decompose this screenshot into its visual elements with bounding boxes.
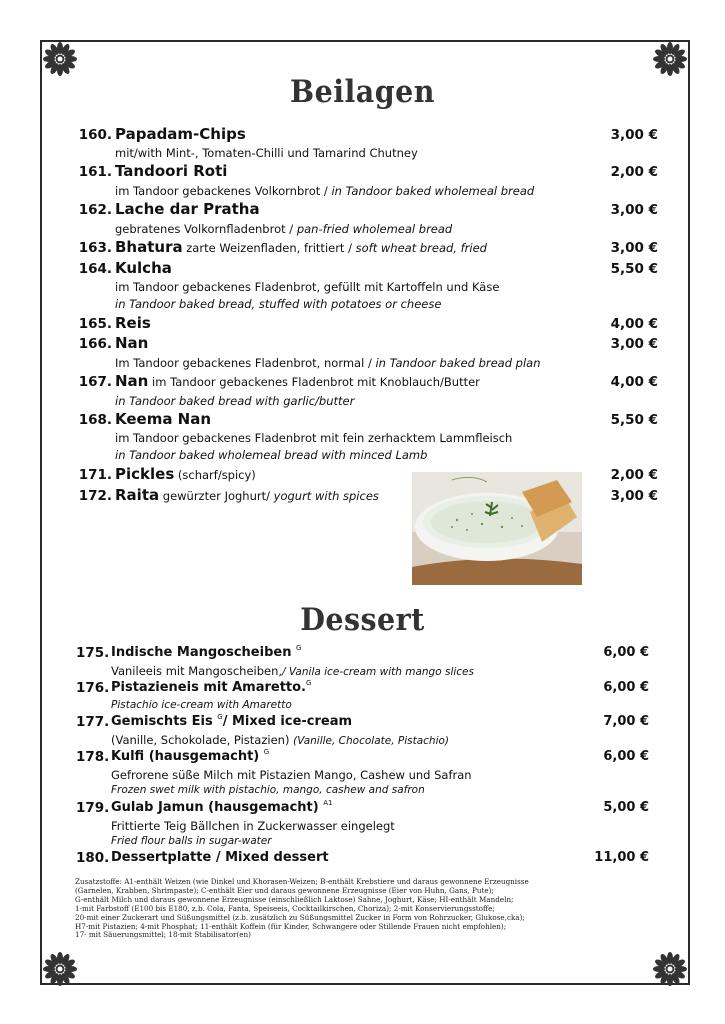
footnote-line: G-enthält Milch und daraus gewonnene Erzeugnisse (einschließlich Laktose) Sahne, Joghurt, Käse; HI-enthält Mandeln; (75, 894, 514, 904)
item-description: Im Tandoor gebackenes Fladenbrot, normal / in Tandoor baked bread plan (115, 356, 541, 370)
item-number: 161. (78, 164, 112, 180)
item-price: 6,00 € (603, 645, 649, 660)
item-name: Kulcha (115, 259, 172, 277)
flower-ornament-icon (43, 42, 77, 76)
menu-item (0, 125, 725, 145)
item-description: Pistachio ice-cream with Amaretto (111, 699, 292, 711)
item-number: 163. (78, 240, 112, 256)
item-description: (Vanille, Schokolade, Pistazien) (Vanille, Chocolate, Pistachio) (111, 733, 450, 747)
item-name: Tandoori Roti (115, 162, 228, 180)
item-description: in Tandoor baked wholemeal bread with minced Lamb (115, 448, 428, 462)
item-number: 165. (78, 316, 112, 332)
menu-item (0, 162, 725, 182)
item-description: Vanileeis mit Mangoscheiben,/ Vanila ice-cream with mango slices (111, 664, 474, 678)
item-name: Nan (115, 334, 149, 352)
item-price: 2,00 € (610, 164, 658, 180)
footnote-line: 1-mit Farbstoff (E100 bis E180, z.b. Cola, Fanta, Speiseeis, Cocktailkirschen, Choriza); 2-mit Konservierungsstoffe; (75, 903, 495, 913)
item-price: 6,00 € (603, 749, 649, 764)
item-price: 3,00 € (610, 127, 658, 143)
item-name: Raita gewürzter Joghurt/ yogurt with spices (115, 486, 379, 504)
menu-item (0, 259, 725, 279)
item-price: 4,00 € (610, 316, 658, 332)
menu-item (0, 465, 725, 485)
item-number: 168. (78, 412, 112, 428)
menu-item (0, 848, 725, 868)
item-number: 180. (76, 850, 110, 866)
footnote-line: (Garnelen, Krabben, Shrimpaste); C-enthält Eier und daraus gewonnene Erzeugnisse (Eier von Huhn, Gans, Pute); (75, 885, 494, 895)
item-name: Pistazieneis mit Amaretto.$^G$ (111, 679, 312, 695)
item-description: Frozen swet milk with pistachio, mango, cashew and safron (111, 784, 425, 796)
item-number: 177. (76, 714, 110, 730)
item-number: 178. (76, 749, 110, 765)
item-name: Gulab Jamun (hausgemacht) $^{A1}$ (111, 799, 333, 815)
footnote-line: H7-mit Pistazien; 4-mit Phosphat; 11-enthält Koffein (für Kinder, Schwangere oder Stillende Frauen nicht empfohlen); (75, 921, 507, 931)
item-description: Gefrorene süße Milch mit Pistazien Mango, Cashew und Safran (111, 768, 472, 782)
menu-item (0, 410, 725, 430)
flower-ornament-icon (653, 42, 687, 76)
footnote-line: 17- mit Säuerungsmittel; 18-mit Stabilisator(en) (75, 930, 251, 940)
menu-item (0, 798, 725, 818)
item-name: Nan im Tandoor gebackenes Fladenbrot mit Knoblauch/Butter (115, 372, 480, 390)
item-description: in Tandoor baked bread, stuffed with potatoes or cheese (115, 297, 442, 311)
item-number: 166. (78, 336, 112, 352)
menu-item (0, 643, 725, 663)
item-name: Kulfi (hausgemacht) $^G$ (111, 748, 270, 764)
item-number: 164. (78, 261, 112, 277)
item-price: 2,00 € (610, 467, 658, 483)
item-description: in Tandoor baked bread with garlic/butter (115, 394, 355, 408)
item-description: im Tandoor gebackenes Fladenbrot, gefüllt mit Kartoffeln und Käse (115, 280, 500, 294)
item-price: 5,00 € (603, 800, 649, 815)
flower-ornament-icon (43, 952, 77, 986)
item-name: Bhatura zarte Weizenfladen, frittiert / soft wheat bread, fried (115, 238, 487, 256)
item-price: 3,00 € (610, 240, 658, 256)
item-description: Frittierte Teig Bällchen in Zuckerwasser eingelegt (111, 819, 395, 833)
item-price: 5,50 € (610, 412, 658, 428)
item-number: 160. (78, 127, 112, 143)
raita-photo (412, 472, 582, 585)
item-price: 4,00 € (610, 374, 658, 390)
allergen-footnote (75, 878, 595, 940)
item-name: Pickles (scharf/spicy) (115, 465, 256, 483)
item-price: 3,00 € (610, 336, 658, 352)
footnote-line: 20-mit einer Zuckerart und Süßungsmittel (z.b. zusätzlich zu Süßungsmittel Zucker in Form von Rohrzucker, Glukose,cka); (75, 912, 525, 922)
item-price: 7,00 € (603, 714, 649, 729)
item-number: 175. (76, 645, 110, 661)
item-price: 3,00 € (610, 488, 658, 504)
item-description: gebratenes Volkornfladenbrot / pan-fried wholemeal bread (115, 222, 453, 236)
item-name: Lache dar Pratha (115, 200, 260, 218)
item-description: im Tandoor gebackenes Volkornbrot / in Tandoor baked wholemeal bread (115, 184, 535, 198)
item-number: 179. (76, 800, 110, 816)
item-number: 171. (78, 467, 112, 483)
section-title-beilagen: Beilagen (290, 74, 435, 110)
item-name: Keema Nan (115, 410, 212, 428)
item-name: Dessertplatte / Mixed dessert (111, 850, 329, 865)
menu-item (0, 314, 725, 334)
footnote-line: Zusatzstoffe: A1-enthält Weizen (wie Dinkel und Khorasen-Weizen; B-enthält Krebstiere und daraus gewonnene Erzeugnisse (75, 877, 529, 886)
menu-item (0, 486, 725, 506)
menu-item (0, 238, 725, 258)
item-description: im Tandoor gebackenes Fladenbrot mit fein zerhacktem Lammfleisch (115, 431, 513, 445)
item-number: 167. (78, 374, 112, 390)
menu-item (0, 200, 725, 220)
item-name: Gemischts Eis $^G$/ Mixed ice-cream (111, 713, 353, 729)
item-description: mit/with Mint-, Tomaten-Chilli und Tamarind Chutney (115, 146, 418, 160)
menu-item (0, 747, 725, 767)
item-number: 172. (78, 488, 112, 504)
item-price: 11,00 € (594, 850, 649, 865)
item-price: 3,00 € (610, 202, 658, 218)
item-number: 176. (76, 680, 110, 696)
item-price: 5,50 € (610, 261, 658, 277)
item-number: 162. (78, 202, 112, 218)
item-name: Indische Mangoscheiben $^G$ (111, 644, 302, 660)
item-description: Fried flour balls in sugar-water (111, 835, 272, 847)
menu-item (0, 678, 725, 698)
section-title-dessert: Dessert (300, 602, 425, 638)
menu-item (0, 334, 725, 354)
item-price: 6,00 € (603, 680, 649, 695)
item-name: Papadam-Chips (115, 125, 246, 143)
item-name: Reis (115, 314, 151, 332)
flower-ornament-icon (653, 952, 687, 986)
menu-item (0, 712, 725, 732)
menu-item (0, 372, 725, 392)
